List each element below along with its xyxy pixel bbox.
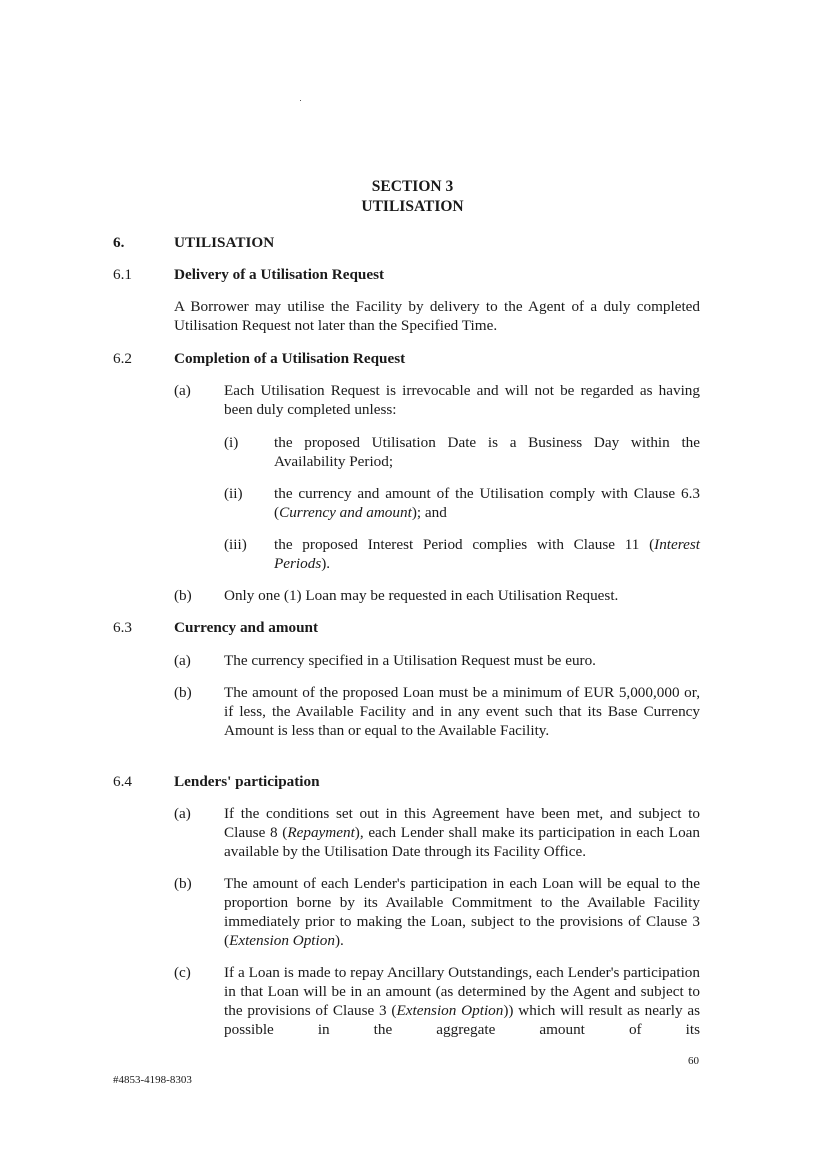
page-number: 60 [688, 1055, 699, 1067]
subclause-heading-6-3: Currency and amount [174, 619, 319, 636]
paragraph-label: (a) [174, 382, 191, 399]
paragraph-label: (a) [174, 805, 191, 822]
subparagraph-6-2-a-iii: the proposed Interest Period complies with Clause 11 (Interest Periods). [274, 536, 700, 572]
subparagraph-6-2-a-i: the proposed Utilisation Date is a Business Day within the Availability Period; [274, 434, 700, 470]
paragraph-label: (b) [174, 684, 192, 701]
paragraph-6-1: A Borrower may utilise the Facility by delivery to the Agent of a duly completed Utilisation Request not later than the Specified Time. [174, 298, 700, 334]
paragraph-label: (c) [174, 964, 191, 981]
cross-reference: Repayment [287, 824, 355, 841]
paragraph-6-2-b: Only one (1) Loan may be requested in each Utilisation Request. [224, 587, 619, 604]
paragraph-6-2-a: Each Utilisation Request is irrevocable and will not be regarded as having been duly completed unless: [224, 382, 700, 418]
subclause-number-6-2: 6.2 [113, 350, 132, 367]
cross-reference: Extension Option [229, 932, 335, 949]
stray-mark [300, 100, 301, 101]
subclause-heading-6-2: Completion of a Utilisation Request [174, 350, 406, 367]
subclause-number-6-1: 6.1 [113, 266, 132, 283]
paragraph-6-4-a: If the conditions set out in this Agreement have been met, and subject to Clause 8 (Repayment), each Lender shall make its participation in each Loan available by the Utilisation Date through its Facility Office. [224, 805, 700, 860]
clause-number: 6. [113, 234, 125, 251]
paragraph-6-3-b: The amount of the proposed Loan must be a minimum of EUR 5,000,000 or, if less, the Available Facility and in any event such that its Base Currency Amount is less than or equal to the Available Facility. [224, 684, 700, 739]
cross-reference: Currency and amount [279, 504, 412, 521]
section-title: UTILISATION [361, 198, 464, 215]
clause-heading: UTILISATION [174, 234, 275, 251]
subclause-heading-6-4: Lenders' participation [174, 773, 320, 790]
paragraph-label: (b) [174, 875, 192, 892]
section-heading [0, 177, 825, 217]
paragraph-label: (a) [174, 652, 191, 669]
subparagraph-label: (iii) [224, 536, 247, 553]
subclause-heading-6-1: Delivery of a Utilisation Request [174, 266, 385, 283]
document-id: #4853-4198-8303 [113, 1074, 192, 1086]
subparagraph-label: (ii) [224, 485, 243, 502]
cross-reference: Extension Option [396, 1002, 504, 1019]
subclause-number-6-3: 6.3 [113, 619, 132, 636]
subclause-number-6-4: 6.4 [113, 773, 132, 790]
subparagraph-6-2-a-ii: the currency and amount of the Utilisation comply with Clause 6.3 (Currency and amount); and [274, 485, 700, 521]
paragraph-6-3-a: The currency specified in a Utilisation Request must be euro. [224, 652, 596, 669]
paragraph-label: (b) [174, 587, 192, 604]
section-number: SECTION 3 [371, 178, 454, 195]
subparagraph-label: (i) [224, 434, 239, 451]
paragraph-6-4-b: The amount of each Lender's participation in each Loan will be equal to the proportion borne by its Available Commitment to the Available Facility immediately prior to making the Loan, subject to the provisions of Clause 3 (Extension Option). [224, 875, 700, 949]
cross-reference: Interest Periods [274, 536, 700, 572]
paragraph-6-4-c: If a Loan is made to repay Ancillary Outstandings, each Lender's participation in that Loan will be in an amount (as determined by the Agent and subject to the provisions of Clause 3 (Extension Option)) which will result as nearly as possible in the aggregate amount of its [224, 964, 701, 1038]
